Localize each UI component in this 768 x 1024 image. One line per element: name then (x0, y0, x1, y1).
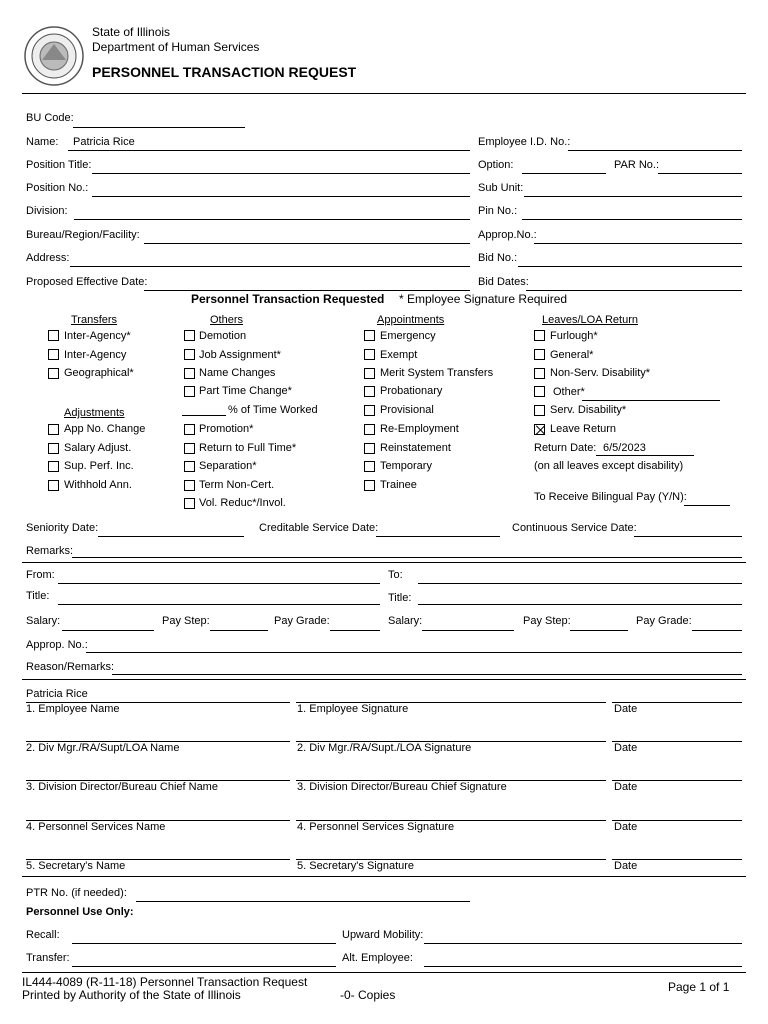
bureau-field[interactable] (144, 243, 470, 244)
bid-no-label: Bid No.: (478, 252, 518, 264)
sig-name-label: 1. Employee Name (26, 703, 120, 715)
non-serv-disability-checkbox[interactable] (534, 368, 545, 379)
pct-worked-field[interactable] (182, 415, 226, 416)
approp-no2-field[interactable] (86, 652, 742, 653)
page-number: Page 1 of 1 (668, 980, 730, 994)
to-pay-grade-field[interactable] (692, 630, 742, 631)
position-no-label: Position No.: (26, 182, 89, 194)
to-salary-field[interactable] (422, 630, 514, 631)
leaves-note: (on all leaves except disability) (534, 460, 684, 472)
other-option: Separation* (199, 460, 257, 472)
position-title-field[interactable] (92, 173, 470, 174)
from-label: From: (26, 569, 55, 581)
proposed-date-label: Proposed Effective Date: (26, 276, 148, 288)
department-name: Department of Human Services (92, 40, 260, 54)
recall-field[interactable] (72, 943, 336, 944)
serv-disability-label: Serv. Disability* (550, 404, 627, 416)
employee-id-field[interactable] (568, 150, 742, 151)
bid-no-field[interactable] (518, 266, 742, 267)
vol-reduc-checkbox[interactable] (184, 498, 195, 509)
other-option: Promotion* (199, 423, 254, 435)
bu-code-field[interactable] (73, 127, 245, 128)
pin-no-field[interactable] (522, 219, 742, 220)
remarks-label: Remarks: (26, 545, 74, 557)
exempt-checkbox[interactable] (364, 349, 375, 360)
division-label: Division: (26, 205, 68, 217)
leave-option: General* (550, 349, 594, 361)
proposed-date-field[interactable] (144, 290, 470, 291)
from-title-field[interactable] (58, 604, 380, 605)
sig-date-label: Date (614, 860, 638, 872)
sig-signature-label: 2. Div Mgr./RA/Supt./LOA Signature (297, 742, 472, 754)
bilingual-label: To Receive Bilingual Pay (Y/N): (534, 491, 687, 503)
other-leave-field[interactable] (582, 400, 720, 401)
authority: Printed by Authority of the State of Illinois (22, 988, 241, 1002)
provisional-checkbox[interactable] (364, 405, 375, 416)
employee-id-label: Employee I.D. No.: (478, 136, 571, 148)
sig-signature-label: 4. Personnel Services Signature (297, 821, 455, 833)
section-divider (22, 876, 746, 877)
to-title-label: Title: (388, 592, 412, 604)
state-name: State of Illinois (92, 25, 171, 39)
adjustments-header: Adjustments (64, 407, 125, 419)
upward-label: Upward Mobility: (342, 929, 424, 941)
trainee-checkbox[interactable] (364, 480, 375, 491)
par-no-label: PAR No.: (614, 159, 660, 171)
transfer-field[interactable] (72, 966, 336, 967)
re-employment-checkbox[interactable] (364, 424, 375, 435)
leave-return-label: Leave Return (550, 423, 617, 435)
bid-dates-field[interactable] (526, 290, 742, 291)
furlough-checkbox[interactable] (534, 330, 545, 341)
bilingual-field[interactable] (684, 505, 730, 506)
page-title: PERSONNEL TRANSACTION REQUEST (92, 64, 357, 80)
position-no-field[interactable] (92, 196, 470, 197)
others-header: Others (210, 314, 244, 326)
option-label: Option: (478, 159, 514, 171)
continuous-field[interactable] (634, 536, 742, 537)
other-option: Term Non-Cert. (199, 479, 275, 491)
appointment-option: Trainee (380, 479, 417, 491)
sig-name-label: 3. Division Director/Bureau Chief Name (26, 781, 218, 793)
to-pay-step-label: Pay Step: (523, 615, 571, 627)
emergency-checkbox[interactable] (364, 330, 375, 341)
sig-date-label: Date (614, 821, 638, 833)
adjustment-option: Salary Adjust. (64, 442, 132, 454)
header-divider (22, 93, 746, 94)
sub-unit-label: Sub Unit: (478, 182, 524, 194)
general-checkbox[interactable] (534, 349, 545, 360)
appointment-option: Probationary (380, 385, 443, 397)
term-non-cert-checkbox[interactable] (184, 480, 195, 491)
sig-signature-label: 5. Secretary's Signature (297, 860, 415, 872)
name-field[interactable] (68, 150, 470, 151)
to-pay-step-field[interactable] (570, 630, 628, 631)
leave-option: Non-Serv. Disability* (550, 367, 651, 379)
sup-perf-inc-checkbox[interactable] (48, 461, 59, 472)
to-field[interactable] (418, 583, 742, 584)
personnel-use-title: Personnel Use Only: (26, 906, 134, 918)
from-pay-step-field[interactable] (210, 630, 268, 631)
approp-no-field[interactable] (534, 243, 742, 244)
sig-name-label: 4. Personnel Services Name (26, 821, 166, 833)
creditable-label: Creditable Service Date: (259, 522, 379, 534)
continuous-label: Continuous Service Date: (512, 522, 637, 534)
return-date-field[interactable] (596, 455, 694, 456)
name-value[interactable]: Patricia Rice (73, 136, 135, 148)
form-id: IL444-4089 (R-11-18) Personnel Transaction Request (22, 975, 308, 989)
sig-date-label: Date (614, 703, 638, 715)
sig-signature-label: 3. Division Director/Bureau Chief Signature (297, 781, 507, 793)
from-title-label: Title: (26, 590, 50, 602)
leave-option: Furlough* (550, 330, 598, 342)
from-salary-field[interactable] (62, 630, 154, 631)
approp-no-label: Approp.No.: (478, 229, 537, 241)
sub-unit-field[interactable] (524, 196, 742, 197)
transfer-option: Inter-Agency* (64, 330, 131, 342)
promotion-checkbox[interactable] (184, 424, 195, 435)
demotion-checkbox[interactable] (184, 330, 195, 341)
section-divider (22, 562, 746, 563)
to-pay-grade-label: Pay Grade: (636, 615, 692, 627)
option-field[interactable] (522, 173, 606, 174)
bureau-label: Bureau/Region/Facility: (26, 229, 140, 241)
probationary-checkbox[interactable] (364, 386, 375, 397)
appointment-option: Re-Employment (380, 423, 459, 435)
ptr-field[interactable] (136, 901, 470, 902)
salary-adjust-checkbox[interactable] (48, 443, 59, 454)
transfers-header: Transfers (71, 314, 118, 326)
other-option: Return to Full Time* (199, 442, 297, 454)
transaction-title: Personnel Transaction Requested (191, 292, 385, 306)
to-salary-label: Salary: (388, 615, 423, 627)
upward-field[interactable] (424, 943, 742, 944)
section-divider (22, 679, 746, 680)
appointment-option: Emergency (380, 330, 436, 342)
transfer-option: Geographical* (64, 367, 134, 379)
bid-dates-label: Bid Dates: (478, 276, 529, 288)
appointments-header: Appointments (377, 314, 445, 326)
other-option: Demotion (199, 330, 247, 342)
appointment-option: Exempt (380, 349, 418, 361)
leaves-header: Leaves/LOA Return (542, 314, 639, 326)
merit-system-transfers-checkbox[interactable] (364, 368, 375, 379)
other-option: Part Time Change* (199, 385, 292, 397)
adjustment-option: Sup. Perf. Inc. (64, 460, 134, 472)
reason-field[interactable] (112, 674, 742, 675)
employee-name-value[interactable]: Patricia Rice (26, 688, 88, 700)
geographical-checkbox[interactable] (48, 368, 59, 379)
to-title-field[interactable] (418, 604, 742, 605)
pin-no-label: Pin No.: (478, 205, 518, 217)
address-field[interactable] (70, 266, 470, 267)
adjustment-option: Withhold Ann. (64, 479, 132, 491)
address-label: Address: (26, 252, 70, 264)
name-label: Name: (26, 136, 59, 148)
position-title-label: Position Title: (26, 159, 92, 171)
par-no-field[interactable] (658, 173, 742, 174)
return-full-time-checkbox[interactable] (184, 443, 195, 454)
appointment-option: Temporary (380, 460, 432, 472)
part-time-change-checkbox[interactable] (184, 386, 195, 397)
other-option: Name Changes (199, 367, 276, 379)
approp-no2-label: Approp. No.: (26, 639, 88, 651)
state-seal (24, 26, 84, 86)
alt-employee-label: Alt. Employee: (342, 952, 413, 964)
app-no-change-checkbox[interactable] (48, 424, 59, 435)
transfer-label: Transfer: (26, 952, 70, 964)
footer-divider (22, 972, 746, 973)
pct-worked-label: % of Time Worked (228, 404, 318, 416)
recall-label: Recall: (26, 929, 60, 941)
from-field[interactable] (58, 583, 380, 584)
transaction-subtitle: * Employee Signature Required (399, 292, 568, 306)
other-option: Job Assignment* (199, 349, 281, 361)
remarks-field[interactable] (72, 557, 742, 558)
temporary-checkbox[interactable] (364, 461, 375, 472)
sig-date-label: Date (614, 742, 638, 754)
from-pay-grade-label: Pay Grade: (274, 615, 330, 627)
sig-name-label: 5. Secretary's Name (26, 860, 126, 872)
other-option: Vol. Reduc*/Invol. (199, 497, 286, 509)
creditable-field[interactable] (376, 536, 500, 537)
adjustment-option: App No. Change (64, 423, 146, 435)
seniority-field[interactable] (98, 536, 244, 537)
name-changes-checkbox[interactable] (184, 368, 195, 379)
serv-disability-checkbox[interactable] (534, 405, 545, 416)
reinstatement-checkbox[interactable] (364, 443, 375, 454)
to-label: To: (388, 569, 403, 581)
from-pay-step-label: Pay Step: (162, 615, 210, 627)
bu-code-label: BU Code: (26, 112, 74, 124)
copies: -0- Copies (340, 988, 396, 1002)
withhold-ann-checkbox[interactable] (48, 480, 59, 491)
appointment-option: Merit System Transfers (380, 367, 494, 379)
sig-signature-label: 1. Employee Signature (297, 703, 409, 715)
inter-agency-checkbox[interactable] (48, 349, 59, 360)
return-date-value[interactable]: 6/5/2023 (603, 442, 646, 454)
from-pay-grade-field[interactable] (330, 630, 380, 631)
sig-date-label: Date (614, 781, 638, 793)
job-assignment-checkbox[interactable] (184, 349, 195, 360)
appointment-option: Reinstatement (380, 442, 451, 454)
division-field[interactable] (74, 219, 470, 220)
seniority-label: Seniority Date: (26, 522, 99, 534)
other-leave-label: Other* (553, 386, 585, 398)
other-leave-checkbox[interactable] (534, 386, 545, 397)
inter-agency-star-checkbox[interactable] (48, 330, 59, 341)
appointment-option: Provisional (380, 404, 434, 416)
reason-label: Reason/Remarks: (26, 661, 115, 673)
from-salary-label: Salary: (26, 615, 61, 627)
separation-checkbox[interactable] (184, 461, 195, 472)
transfer-option: Inter-Agency (64, 349, 127, 361)
ptr-label: PTR No. (if needed): (26, 887, 127, 899)
alt-employee-field[interactable] (424, 966, 742, 967)
leave-return-checkbox[interactable] (534, 424, 545, 435)
return-date-label: Return Date: (534, 442, 597, 454)
sig-name-label: 2. Div Mgr./RA/Supt/LOA Name (26, 742, 180, 754)
